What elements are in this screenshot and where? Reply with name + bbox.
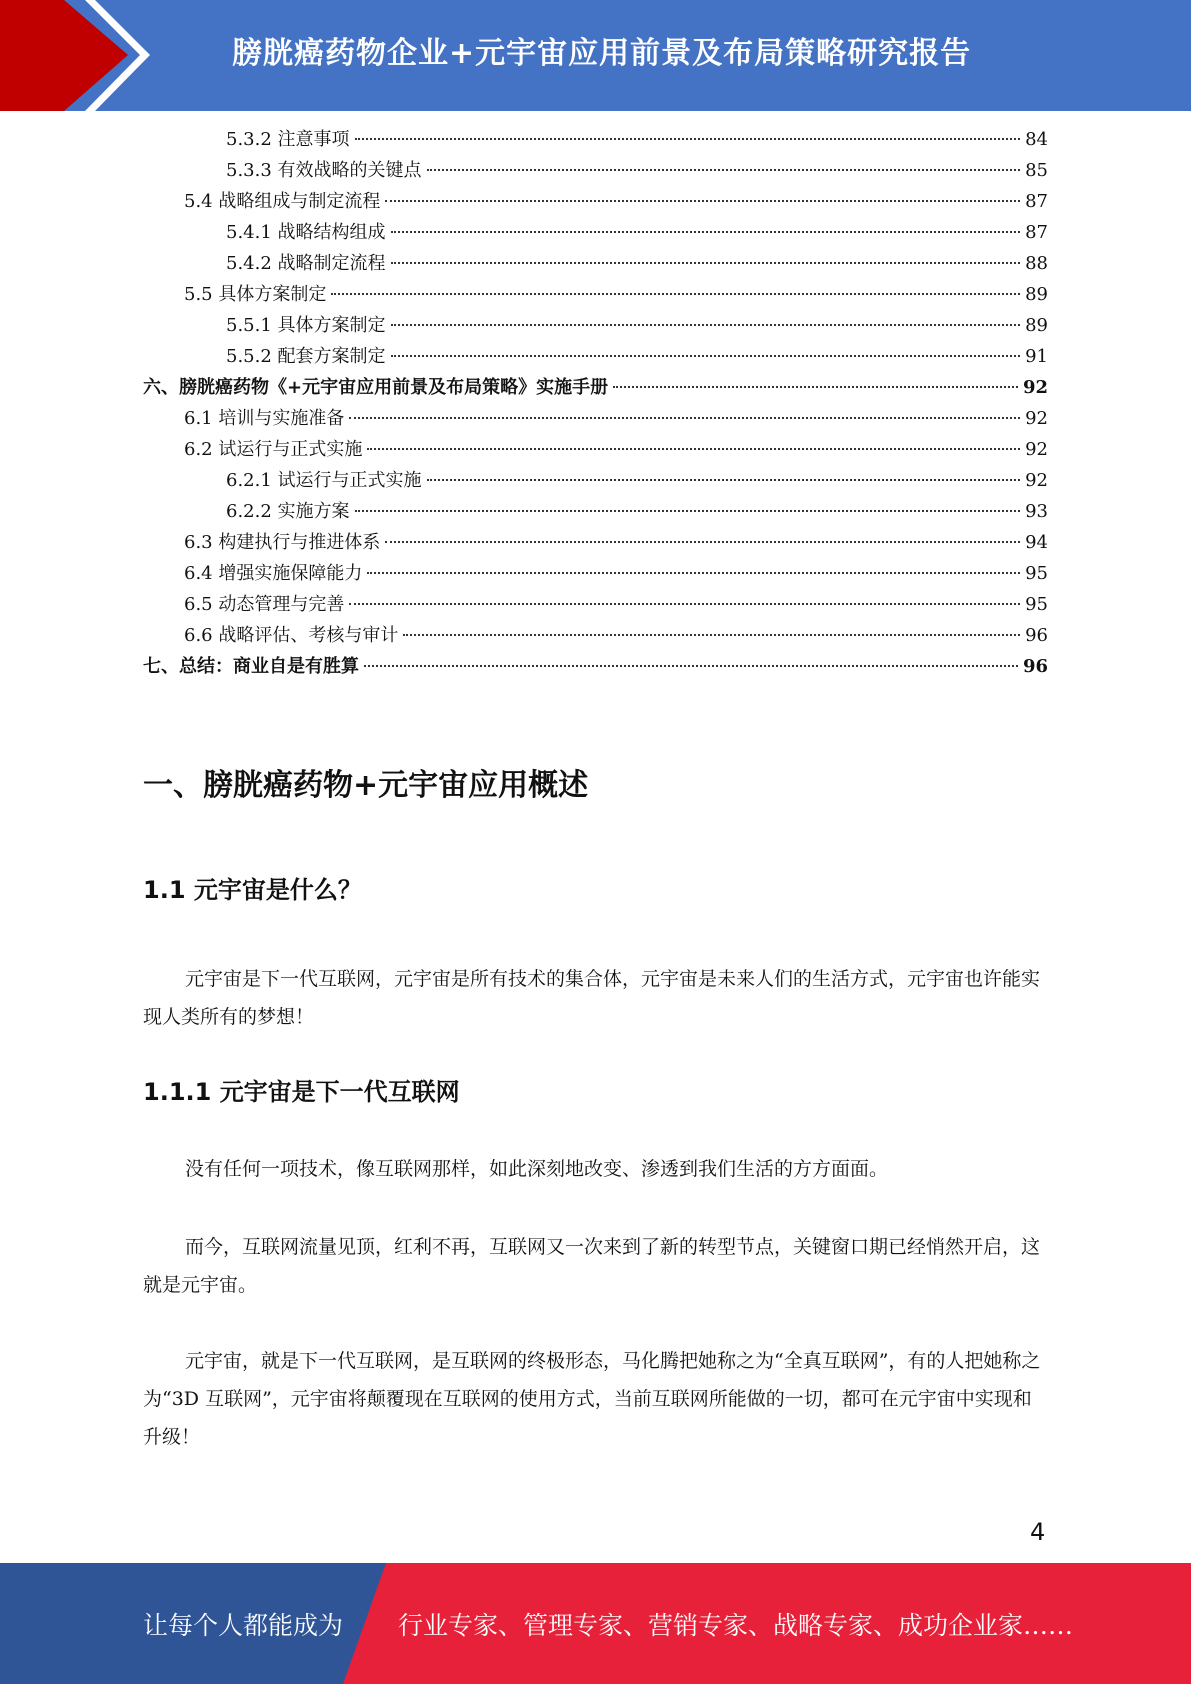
toc-entry[interactable] bbox=[226, 344, 1048, 370]
paragraph: 元宇宙是下一代互联网，元宇宙是所有技术的集合体，元宇宙是未来人们的生活方式，元宇宙也许能实现人类所有的梦想！ bbox=[143, 968, 1041, 1028]
toc-entry[interactable] bbox=[184, 530, 1048, 556]
toc-leader bbox=[391, 324, 1021, 326]
toc-entry[interactable] bbox=[226, 499, 1048, 525]
toc-leader bbox=[391, 355, 1021, 357]
paragraph: 元宇宙，就是下一代互联网，是互联网的终极形态，马化腾把她称之为“全真互联网”，有的人把她称之为“3D 互联网”，元宇宙将颠覆现在互联网的使用方式，当前互联网所能做的一切，都可在元宇宙中实现和升级！ bbox=[143, 1350, 1041, 1448]
toc-entry-page: 89 bbox=[1025, 315, 1048, 336]
toc-leader bbox=[331, 293, 1020, 295]
toc-entry[interactable] bbox=[226, 313, 1048, 339]
toc-entry[interactable] bbox=[184, 561, 1048, 587]
toc-leader bbox=[349, 417, 1020, 419]
toc-entry-label: 6.2.2 实施方案 bbox=[226, 501, 350, 522]
toc-entry-label: 6.1 培训与实施准备 bbox=[184, 408, 345, 429]
toc-leader bbox=[367, 448, 1020, 450]
toc-entry-label: 6.3 构建执行与推进体系 bbox=[184, 532, 381, 553]
paragraph: 而今，互联网流量见顶，红利不再，互联网又一次来到了新的转型节点，关键窗口期已经悄然开启，这就是元宇宙。 bbox=[143, 1236, 1041, 1296]
toc-entry-label: 5.5 具体方案制定 bbox=[184, 284, 327, 305]
toc-entry-page: 92 bbox=[1022, 377, 1048, 398]
toc-entry-label: 5.5.1 具体方案制定 bbox=[226, 315, 386, 336]
toc-entry-page: 88 bbox=[1025, 253, 1048, 274]
subsection-heading: 1.1.1 元宇宙是下一代互联网 bbox=[143, 1078, 460, 1106]
toc-leader bbox=[613, 386, 1018, 388]
toc-entry-chapter[interactable] bbox=[143, 654, 1048, 680]
toc-leader bbox=[385, 541, 1020, 543]
toc-leader bbox=[391, 262, 1021, 264]
toc-entry-page: 95 bbox=[1025, 563, 1048, 584]
toc-entry-page: 92 bbox=[1025, 439, 1048, 460]
toc-entry-label: 七、总结：商业自是有胜算 bbox=[143, 656, 359, 677]
toc-entry-page: 87 bbox=[1025, 191, 1048, 212]
toc-entry[interactable] bbox=[226, 158, 1048, 184]
toc-entry[interactable] bbox=[226, 220, 1048, 246]
toc-entry-label: 5.5.2 配套方案制定 bbox=[226, 346, 386, 367]
report-title: 膀胱癌药物企业+元宇宙应用前景及布局策略研究报告 bbox=[232, 36, 972, 71]
toc-entry[interactable] bbox=[226, 127, 1048, 153]
toc-entry-page: 92 bbox=[1025, 470, 1048, 491]
toc-entry[interactable] bbox=[184, 623, 1048, 649]
toc-entry[interactable] bbox=[184, 189, 1048, 215]
toc-entry-page: 91 bbox=[1025, 346, 1048, 367]
toc-leader bbox=[364, 665, 1018, 667]
footer-slogan-left: 让每个人都能成为 bbox=[143, 1611, 344, 1640]
chapter-heading: 一、膀胱癌药物+元宇宙应用概述 bbox=[143, 768, 589, 803]
toc-entry[interactable] bbox=[226, 251, 1048, 277]
toc-entry-label: 6.2.1 试运行与正式实施 bbox=[226, 470, 422, 491]
toc-leader bbox=[355, 138, 1021, 140]
toc-entry-page: 92 bbox=[1025, 408, 1048, 429]
toc-entry[interactable] bbox=[184, 406, 1048, 432]
toc-entry-page: 93 bbox=[1025, 501, 1048, 522]
toc-entry-label: 6.5 动态管理与完善 bbox=[184, 594, 345, 615]
section-heading: 1.1 元宇宙是什么？ bbox=[143, 876, 362, 904]
toc-entry-label: 5.4 战略组成与制定流程 bbox=[184, 191, 381, 212]
toc-entry-label: 5.3.3 有效战略的关键点 bbox=[226, 160, 422, 181]
toc-leader bbox=[403, 634, 1020, 636]
toc-entry-label: 6.2 试运行与正式实施 bbox=[184, 439, 363, 460]
toc-leader bbox=[391, 231, 1021, 233]
toc-leader bbox=[349, 603, 1020, 605]
toc-entry-chapter[interactable] bbox=[143, 375, 1048, 401]
toc-entry-label: 5.3.2 注意事项 bbox=[226, 129, 350, 150]
toc-entry-page: 96 bbox=[1025, 625, 1048, 646]
toc-entry[interactable] bbox=[184, 282, 1048, 308]
toc-entry-label: 5.4.1 战略结构组成 bbox=[226, 222, 386, 243]
page-number: 4 bbox=[1030, 1518, 1046, 1546]
toc-entry-label: 6.4 增强实施保障能力 bbox=[184, 563, 363, 584]
toc-entry-page: 84 bbox=[1025, 129, 1048, 150]
toc-leader bbox=[427, 169, 1021, 171]
toc-entry-page: 87 bbox=[1025, 222, 1048, 243]
toc-entry-page: 94 bbox=[1025, 532, 1048, 553]
toc-entry-label: 5.4.2 战略制定流程 bbox=[226, 253, 386, 274]
header-chevron-icon bbox=[0, 0, 160, 111]
toc-entry-page: 89 bbox=[1025, 284, 1048, 305]
footer-slogan-right: 行业专家、管理专家、营销专家、战略专家、成功企业家…… bbox=[398, 1611, 1074, 1640]
toc-entry[interactable] bbox=[226, 468, 1048, 494]
toc-leader bbox=[427, 479, 1021, 481]
paragraph: 没有任何一项技术，像互联网那样，如此深刻地改变、渗透到我们生活的方方面面。 bbox=[185, 1158, 889, 1180]
toc-leader bbox=[385, 200, 1020, 202]
toc-leader bbox=[367, 572, 1020, 574]
toc-entry-page: 96 bbox=[1022, 656, 1048, 677]
toc-entry[interactable] bbox=[184, 437, 1048, 463]
toc-entry-page: 85 bbox=[1025, 160, 1048, 181]
toc-entry-label: 六、膀胱癌药物《+元宇宙应用前景及布局策略》实施手册 bbox=[143, 377, 609, 398]
toc-entry-page: 95 bbox=[1025, 594, 1048, 615]
toc-entry[interactable] bbox=[184, 592, 1048, 618]
page-footer bbox=[0, 1563, 1191, 1684]
page-header bbox=[0, 0, 1191, 111]
toc-leader bbox=[355, 510, 1021, 512]
toc-entry-label: 6.6 战略评估、考核与审计 bbox=[184, 625, 399, 646]
